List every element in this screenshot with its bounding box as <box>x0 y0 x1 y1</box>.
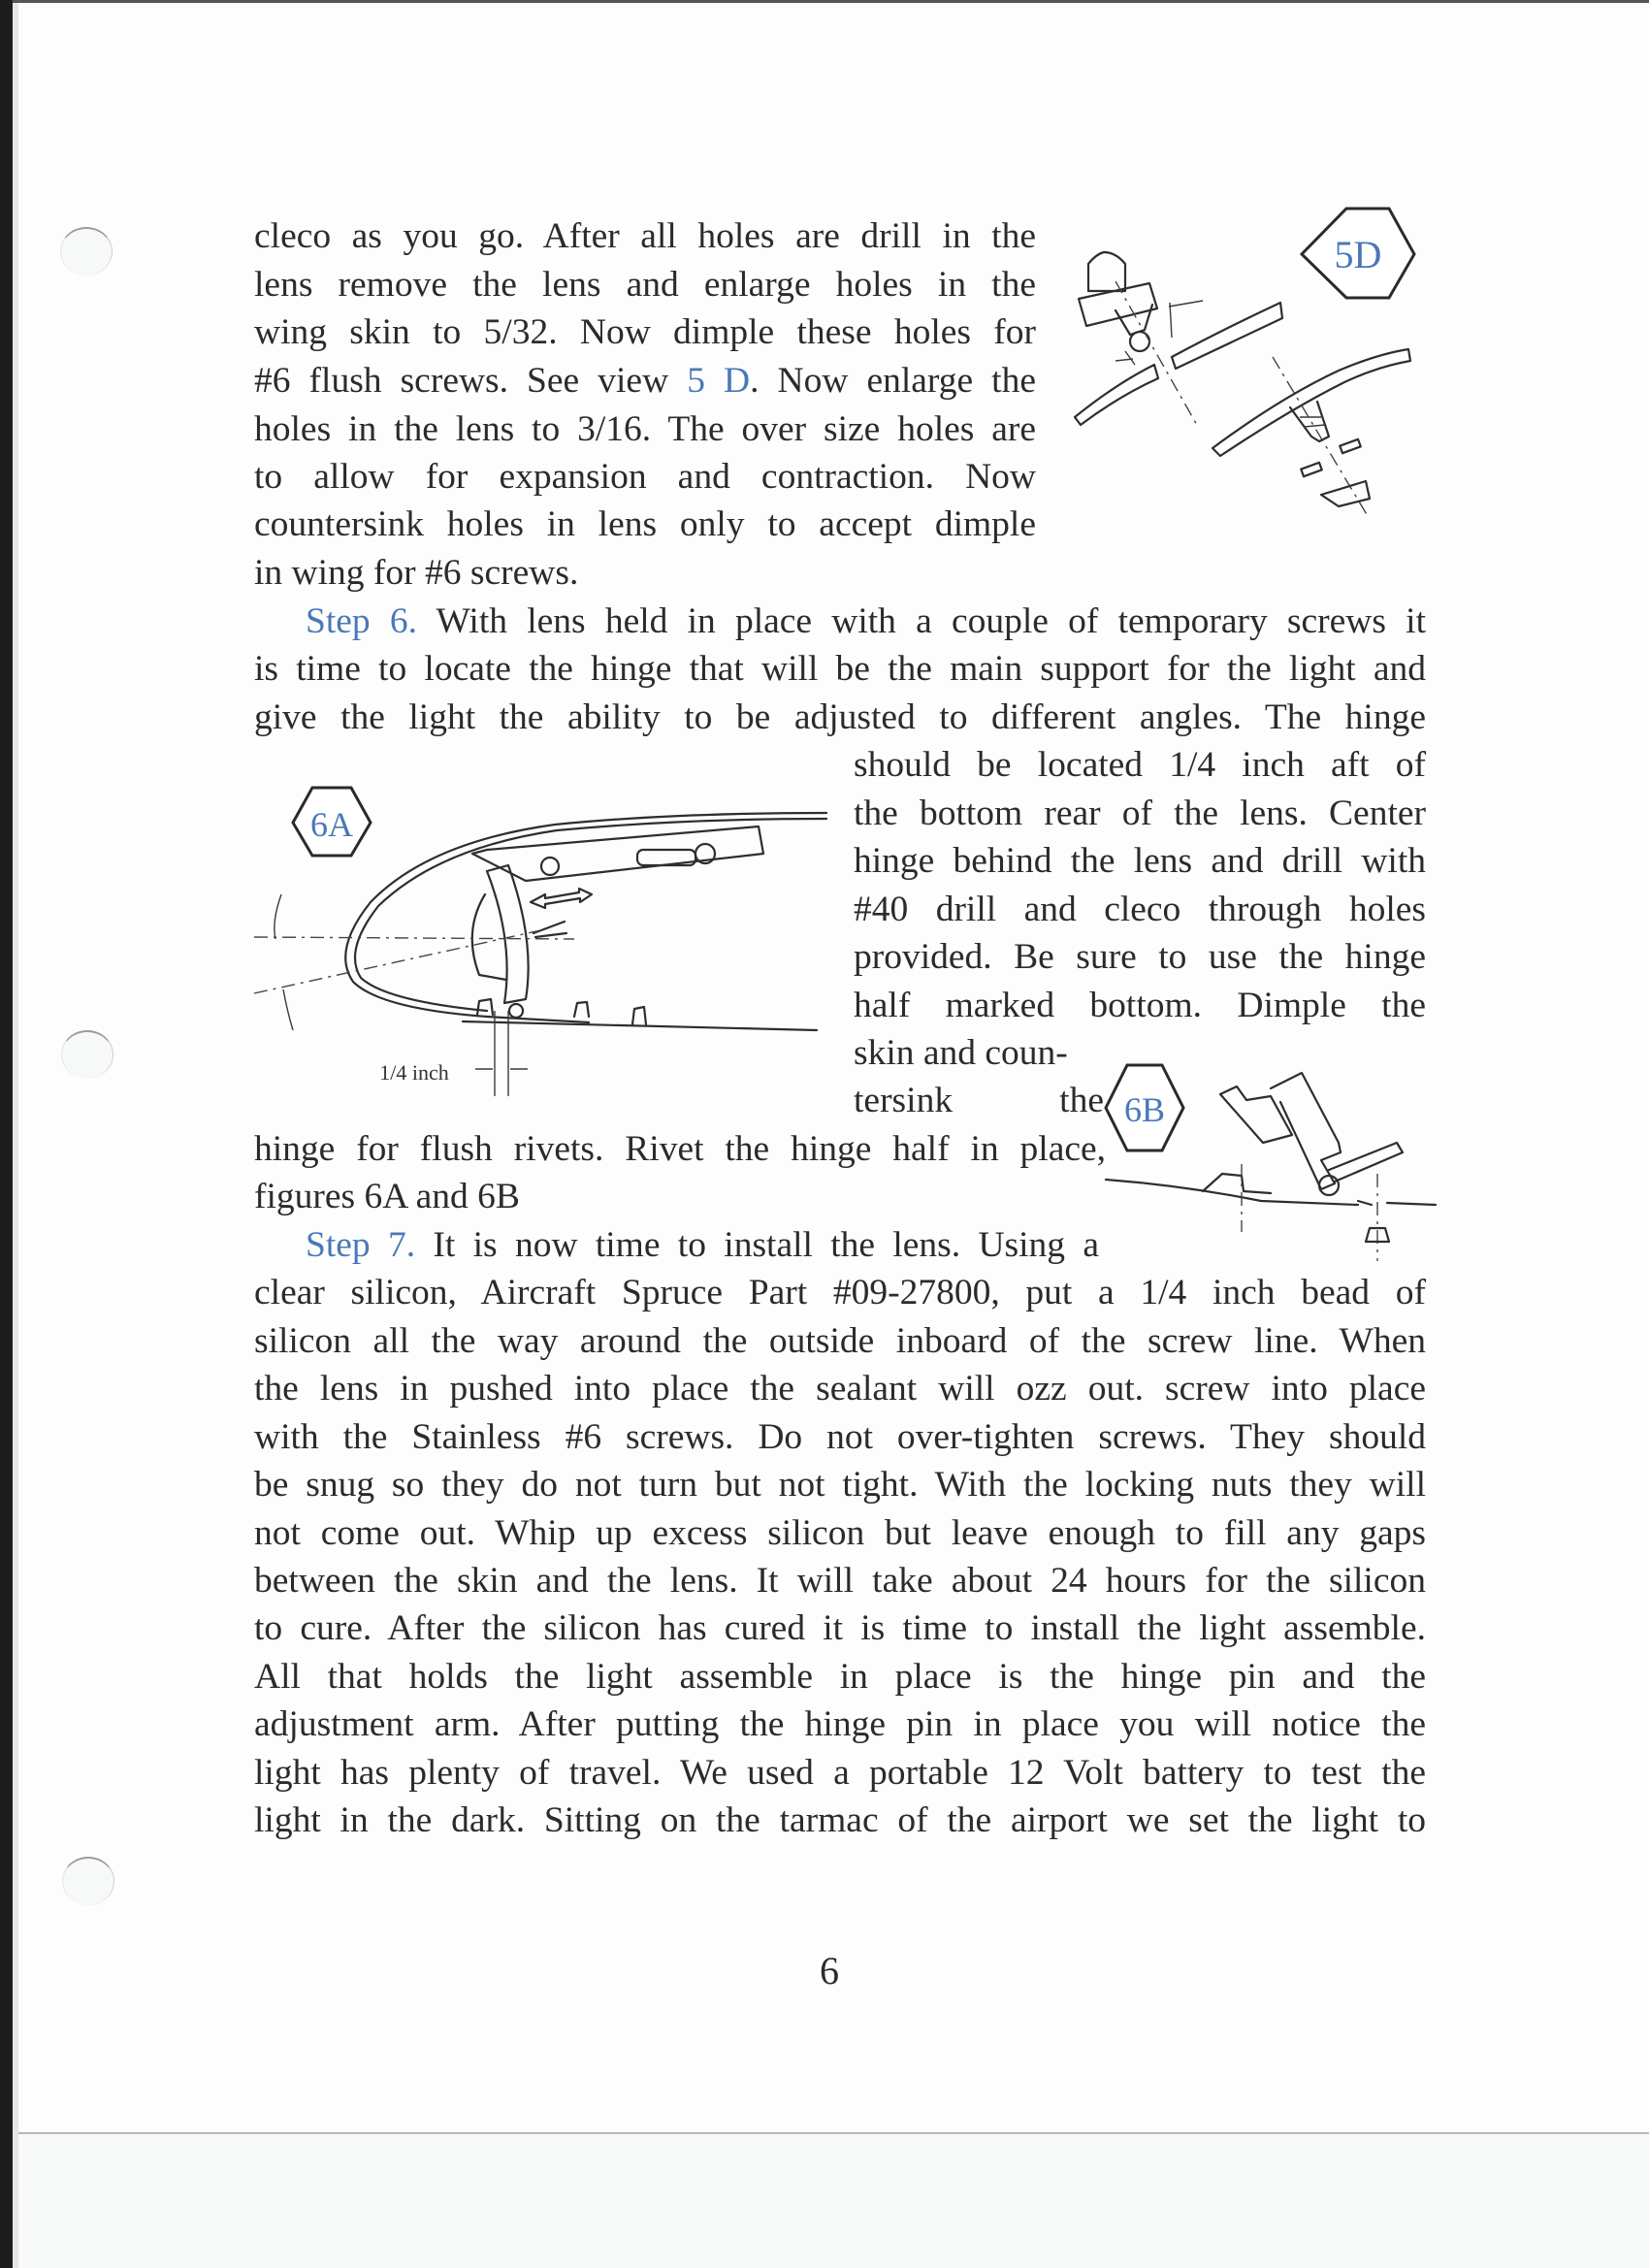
page-number: 6 <box>820 1949 839 1993</box>
text-line: to allow for expansion and contraction. Now <box>254 457 1036 497</box>
text-line: is time to locate the hinge that will be the main support for the light and <box>254 649 1426 689</box>
text-line: cleco as you go. After all holes are drill in the <box>254 216 1036 256</box>
text-line: to cure. After the silicon has cured it is time to install the light assemble. <box>254 1608 1426 1648</box>
text-line: #40 drill and cleco through holes <box>854 890 1426 929</box>
step-7-label: Step 7. <box>306 1225 416 1265</box>
text-line: skin and coun- <box>854 1033 1068 1073</box>
text-line: give the light the ability to be adjusted to different angles. The hinge <box>254 697 1426 737</box>
text-line: provided. Be sure to use the hinge <box>854 937 1426 977</box>
text-line <box>306 598 1426 645</box>
text-line: adjustment arm. After putting the hinge pin in place you will notice the <box>254 1704 1426 1744</box>
text-line: silicon all the way around the outside inboard of the screw line. When <box>254 1321 1426 1361</box>
text-line: clear silicon, Aircraft Spruce Part #09-27800, put a 1/4 inch bead of <box>254 1273 1426 1312</box>
text-run: It is now time to install the lens. Using a <box>415 1225 1099 1265</box>
text-line: holes in the lens to 3/16. The over size holes are <box>254 409 1036 449</box>
dimension-caption: 1/4 inch <box>379 1060 449 1085</box>
step-6-label: Step 6. <box>306 601 417 641</box>
text-line: countersink holes in lens only to accept dimple <box>254 504 1036 544</box>
text-line: should be located 1/4 inch aft of <box>854 745 1426 785</box>
text-run: . Now enlarge the <box>750 361 1036 401</box>
page-bottom-edge <box>18 2132 1649 2134</box>
scan-left-edge <box>0 0 13 2268</box>
text-line: All that holds the light assemble in place is the hinge pin and the <box>254 1657 1426 1697</box>
text-line: the lens in pushed into place the sealant will ozz out. screw into place <box>254 1369 1426 1409</box>
text-line: not come out. Whip up excess silicon but leave enough to fill any gaps <box>254 1513 1426 1553</box>
text-run: With lens held in place with a couple of temporary screws it <box>417 601 1426 641</box>
text-line <box>306 1221 1099 1269</box>
text-line: be snug so they do not turn but not tight. With the locking nuts they will <box>254 1465 1426 1505</box>
scan-top-edge <box>13 0 1649 3</box>
text-line: with the Stainless #6 screws. Do not over-tighten screws. They should <box>254 1417 1426 1457</box>
scan-bottom-area <box>18 2134 1649 2268</box>
binder-hole-middle <box>61 1030 113 1079</box>
figure-6b <box>1106 1038 1474 1271</box>
text-line: hinge for flush rivets. Rivet the hinge half in place, <box>254 1129 1106 1169</box>
figure-5d-label: 5D <box>1334 233 1382 276</box>
figure-6a-label: 6A <box>310 805 353 844</box>
figure-6a <box>254 757 856 1106</box>
text-line: wing skin to 5/32. Now dimple these holes for <box>254 312 1036 352</box>
text-line: tersink the <box>854 1081 1104 1120</box>
text-line: between the skin and the lens. It will take about 24 hours for the silicon <box>254 1561 1426 1601</box>
figure-6b-label: 6B <box>1123 1090 1166 1129</box>
text-line: the bottom rear of the lens. Center <box>854 794 1426 833</box>
text-line: light has plenty of travel. We used a portable 12 Volt battery to test the <box>254 1753 1426 1793</box>
binder-hole-top <box>60 227 113 275</box>
text-run: #6 flush screws. See view <box>254 361 688 401</box>
text-line: half marked bottom. Dimple the <box>854 986 1426 1025</box>
scan-left-margin <box>13 0 18 2268</box>
text-line: lens remove the lens and enlarge holes in the <box>254 265 1036 305</box>
text-line: hinge behind the lens and drill with <box>854 841 1426 881</box>
text-line: in wing for #6 screws. <box>254 553 579 593</box>
figure-5d <box>1057 194 1445 563</box>
text-line <box>254 357 1036 405</box>
binder-hole-bottom <box>62 1857 114 1905</box>
text-line: figures 6A and 6B <box>254 1177 520 1216</box>
text-line: light in the dark. Sitting on the tarmac of the airport we set the light to <box>254 1800 1426 1840</box>
view-5d-reference-link[interactable]: 5 D <box>687 361 751 401</box>
